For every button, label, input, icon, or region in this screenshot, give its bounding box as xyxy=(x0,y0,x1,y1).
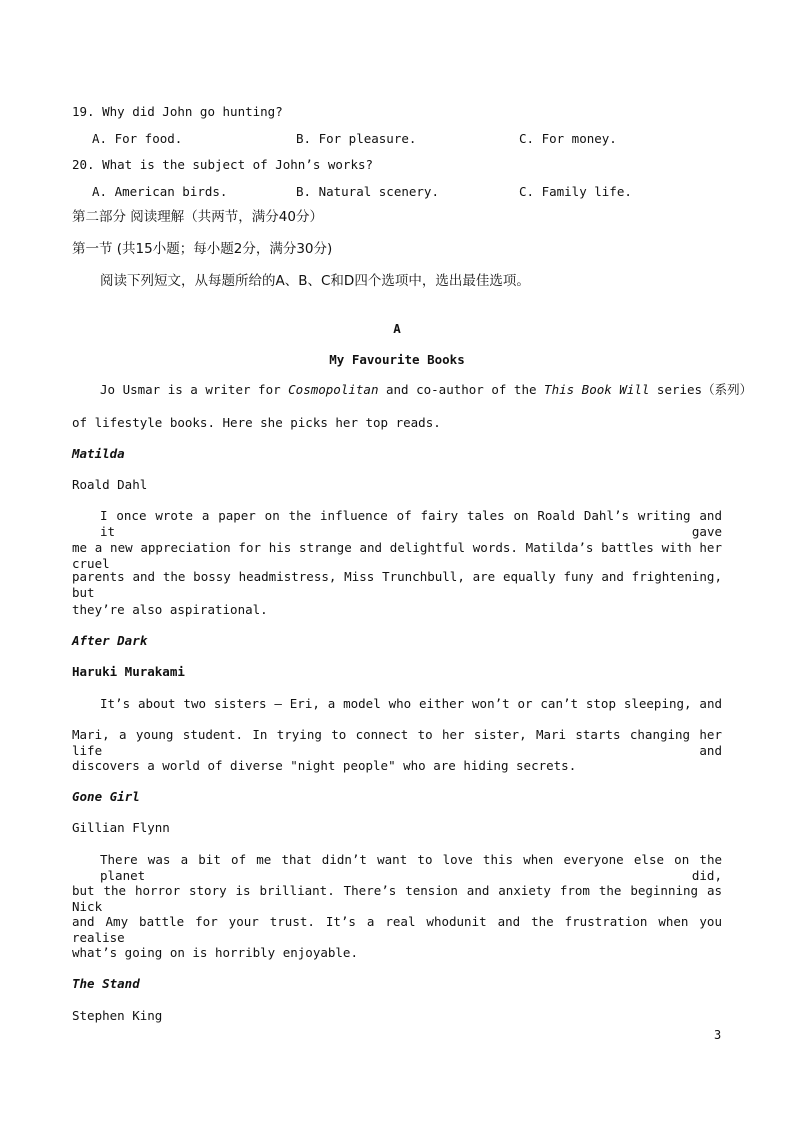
book-title-after-dark: After Dark xyxy=(72,633,148,648)
passage-title: My Favourite Books xyxy=(329,352,465,367)
book-author-the-stand: Stephen King xyxy=(72,1008,163,1023)
book-author-after-dark: Haruki Murakami xyxy=(72,664,185,679)
question-19-option-a: A. For food. xyxy=(92,131,183,146)
intro-line-2: of lifestyle books. Here she picks her top reads. xyxy=(72,415,441,430)
part-title: 第二部分 阅读理解（共两节，满分40分） xyxy=(72,209,323,225)
question-20-option-c: C. Family life. xyxy=(519,184,632,199)
intro-text-b: and co-author of the xyxy=(378,382,545,397)
book-author-gone-girl: Gillian Flynn xyxy=(72,820,170,835)
gone-girl-line-1: There was a bit of me that didn’t want to love this when everyone else on the planet did, xyxy=(100,852,722,883)
series-name: This Book Will xyxy=(544,382,650,397)
subsection-title: 第一节 (共15小题；每小题2分，满分30分) xyxy=(72,241,333,257)
question-19-option-c: C. For money. xyxy=(519,131,617,146)
question-20-stem: 20. What is the subject of John’s works? xyxy=(72,157,374,172)
matilda-line-2: me a new appreciation for his strange and delightful words. Matilda’s battles with her cruel xyxy=(72,540,722,571)
after-dark-line-2: Mari, a young student. In trying to connect to her sister, Mari starts changing her life and xyxy=(72,727,722,758)
question-20-option-a: A. American birds. xyxy=(92,184,228,199)
intro-line-1 xyxy=(100,382,752,398)
after-dark-line-3: discovers a world of diverse "night people" who are hiding secrets. xyxy=(72,758,577,773)
intro-text-a: Jo Usmar is a writer for xyxy=(100,382,289,397)
magazine-name: Cosmopolitan xyxy=(288,382,379,397)
instruction: 阅读下列短文，从每题所给的A、B、C和D四个选项中，选出最佳选项。 xyxy=(100,273,530,289)
after-dark-line-1: It’s about two sisters — Eri, a model who either won’t or can’t stop sleeping, and xyxy=(100,696,722,711)
matilda-line-4: they’re also aspirational. xyxy=(72,602,268,617)
book-title-gone-girl: Gone Girl xyxy=(72,789,140,804)
matilda-line-3: parents and the bossy headmistress, Miss Trunchbull, are equally funy and frightening, but xyxy=(72,569,722,600)
matilda-line-1: I once wrote a paper on the influence of fairy tales on Roald Dahl’s writing and it gave xyxy=(100,508,722,539)
page-number: 3 xyxy=(714,1028,722,1042)
book-author-matilda: Roald Dahl xyxy=(72,477,148,492)
book-title-the-stand: The Stand xyxy=(72,976,140,991)
question-19-stem: 19. Why did John go hunting? xyxy=(72,104,283,119)
question-19-option-b: B. For pleasure. xyxy=(296,131,417,146)
question-20-option-b: B. Natural scenery. xyxy=(296,184,439,199)
passage-label: A xyxy=(393,321,401,336)
book-title-matilda: Matilda xyxy=(72,446,125,461)
intro-text-c: series（系列） xyxy=(649,382,753,397)
gone-girl-line-2: but the horror story is brilliant. There’s tension and anxiety from the beginning as Nick xyxy=(72,883,722,914)
gone-girl-line-3: and Amy battle for your trust. It’s a real whodunit and the frustration when you realise xyxy=(72,914,722,945)
gone-girl-line-4: what’s going on is horribly enjoyable. xyxy=(72,945,358,960)
